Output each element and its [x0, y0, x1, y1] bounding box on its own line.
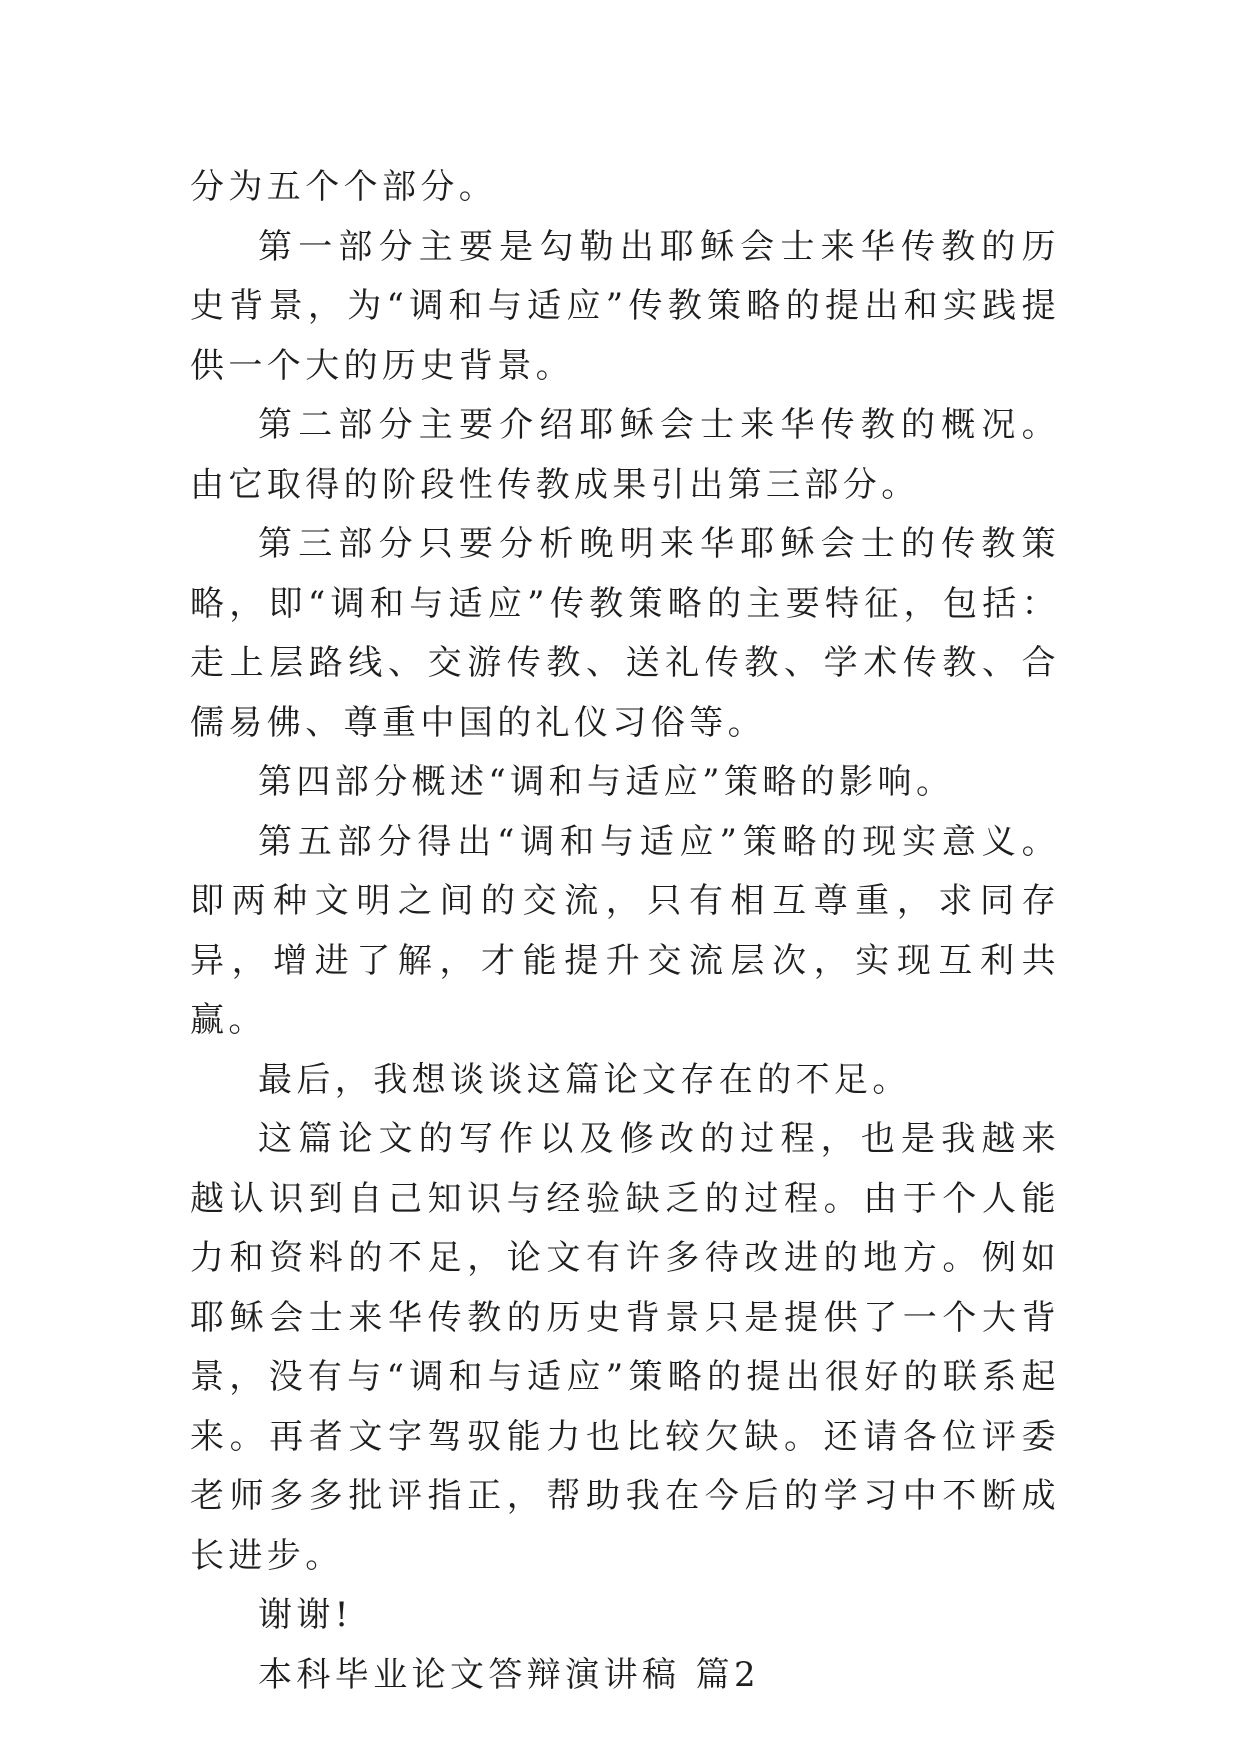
- paragraph-part-three: 第三部分只要分析晚明来华耶稣会士的传教策略，即“调和与适应”传教策略的主要特征，包括：走上层路线、交游传教、送礼传教、学术传教、合儒易佛、尊重中国的礼仪习俗等。: [190, 524, 1060, 743]
- paragraph-part-two: 第二部分主要介绍耶稣会士来华传教的概况。由它取得的阶段性传教成果引出第三部分。: [190, 405, 1060, 505]
- document-body: [190, 158, 1060, 1705]
- paragraph-part-one: 第一部分主要是勾勒出耶稣会士来华传教的历史背景，为“调和与适应”传教策略的提出和实践提供一个大的历史背景。: [190, 226, 1060, 386]
- paragraph-part-four: 第四部分概述“调和与适应”策略的影响。: [258, 762, 955, 802]
- paragraph-part-five: 第五部分得出“调和与适应”策略的现实意义。即两种文明之间的交流，只有相互尊重，求同存异，增进了解，才能提升交流层次，实现互利共赢。: [190, 821, 1060, 1040]
- section-heading: 本科毕业论文答辩演讲稿 篇2: [258, 1654, 761, 1695]
- paragraph-shortcomings-intro: 最后，我想谈谈这篇论文存在的不足。: [258, 1059, 911, 1100]
- paragraph-thanks: 谢谢!: [258, 1595, 353, 1635]
- paragraph-shortcomings: 这篇论文的写作以及修改的过程，也是我越来越认识到自己知识与经验缺乏的过程。由于个人能力和资料的不足，论文有许多待改进的地方。例如耶稣会士来华传教的历史背景只是提供了一个大背景，没有与“调和与适应”策略的提出很好的联系起来。再者文字驾驭能力也比较欠缺。还请各位评委老师多多批评指正，帮助我在今后的学习中不断成长进步。: [190, 1119, 1060, 1576]
- paragraph-continuation: 分为五个个部分。: [190, 167, 498, 207]
